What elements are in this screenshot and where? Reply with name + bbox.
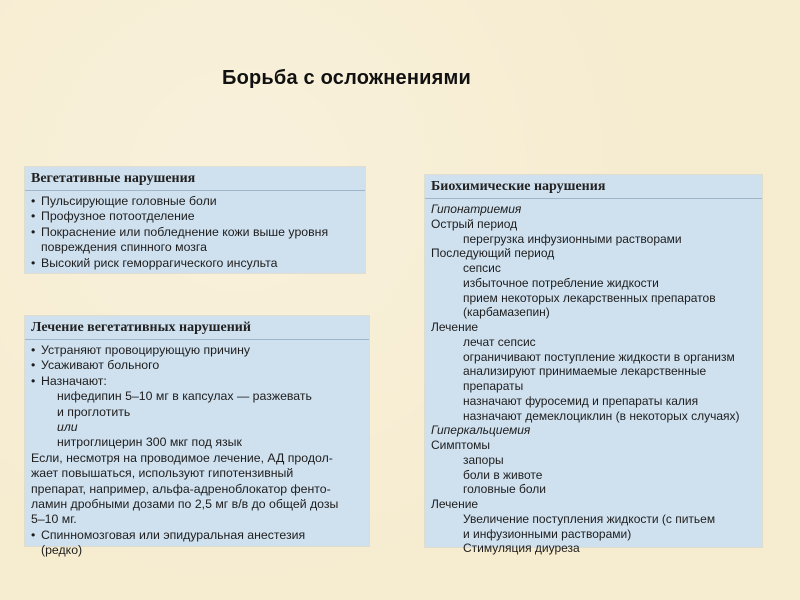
section-heading: Гиперкальциемия — [431, 423, 531, 438]
indented-line: сепсис — [463, 261, 501, 275]
list-item: • Назначают: — [31, 373, 107, 388]
panel-body — [25, 191, 365, 275]
indented-line: запоры — [463, 452, 504, 467]
bullet-icon: • — [31, 209, 36, 224]
indented-line: избыточное потребление жидкости — [463, 275, 659, 290]
bullet-icon: • — [31, 373, 36, 388]
drug-line: и проглотить — [57, 404, 131, 419]
indented-line: Стимуляция диуреза — [463, 541, 580, 556]
list-item-continued: (редко) — [41, 543, 83, 558]
indented-line: Увеличение поступления жидкости (с питьем — [463, 511, 716, 526]
text-line: препарат, например, альфа-адреноблокатор фенто- — [31, 481, 331, 496]
bullet-icon: • — [31, 224, 36, 239]
indented-line: (карбамазепин) — [463, 305, 550, 320]
text-line: Если, несмотря на проводимое лечение, АД продол- — [31, 450, 333, 465]
panel-body — [25, 340, 369, 563]
indented-line: препараты — [463, 379, 524, 393]
indented-line: перегрузка инфузионными растворами — [463, 231, 682, 246]
list-item: • Усаживают больного — [31, 358, 160, 373]
indented-line: ограничивают поступление жидкости в организм — [463, 349, 735, 364]
indented-line: боли в животе — [463, 467, 543, 482]
bullet-icon: • — [31, 358, 36, 373]
subsection-heading: Лечение — [431, 320, 479, 334]
subsection-heading: Лечение — [431, 497, 479, 511]
list-item: • Устраняют провоцирующую причину — [31, 343, 251, 357]
indented-line: головные боли — [463, 482, 546, 497]
subsection-heading: Острый период — [431, 216, 518, 231]
list-item: • Покраснение или побледнение кожи выше уровня — [31, 224, 329, 239]
biochemical-disorders-panel — [425, 175, 762, 556]
text-line: ламин дробными дозами по 2,5 мг в/в до общей дозы — [31, 497, 339, 512]
indented-line: анализируют принимаемые лекарственные — [463, 364, 707, 379]
bullet-icon: • — [31, 194, 36, 208]
list-item: • Профузное потоотделение — [31, 209, 195, 224]
list-item: • Пульсирующие головные боли — [31, 194, 217, 208]
vegetative-treatment-panel — [25, 316, 369, 558]
panel-heading: Вегетативные нарушения — [25, 167, 365, 191]
indented-line: прием некоторых лекарственных препаратов — [463, 290, 716, 305]
panel-heading: Биохимические нарушения — [425, 175, 762, 199]
section-heading: Гипонатриемия — [431, 202, 522, 216]
indented-line: назначают фуросемид и препараты калия — [463, 393, 699, 408]
text-line: 5–10 мг. — [31, 512, 77, 527]
list-item: • Спинномозговая или эпидуральная анестезия — [31, 527, 306, 542]
slide-title: Борьба с осложнениями — [222, 67, 472, 89]
text-line: жает повышаться, используют гипотензивный — [31, 466, 294, 481]
vegetative-disorders-panel — [25, 167, 365, 273]
subsection-heading: Последующий период — [431, 246, 555, 261]
list-item: • Высокий риск геморрагического инсульта — [31, 255, 278, 270]
bullet-icon: • — [31, 255, 36, 270]
panel-body — [425, 199, 762, 560]
indented-line: лечат сепсис — [463, 334, 536, 349]
drug-line: нифедипин 5–10 мг в капсулах — разжевать — [57, 389, 312, 404]
subsection-heading: Симптомы — [431, 438, 491, 452]
indented-line: и инфузионными растворами) — [463, 526, 632, 541]
bullet-icon: • — [31, 343, 36, 357]
drug-line: нитроглицерин 300 мкг под язык — [57, 435, 242, 450]
or-line: или — [57, 420, 78, 435]
indented-line: назначают демеклоциклин (в некоторых случаях) — [463, 408, 740, 423]
bullet-icon: • — [31, 527, 36, 542]
panel-heading: Лечение вегетативных нарушений — [25, 316, 369, 340]
list-item-continued: повреждения спинного мозга — [41, 240, 207, 255]
